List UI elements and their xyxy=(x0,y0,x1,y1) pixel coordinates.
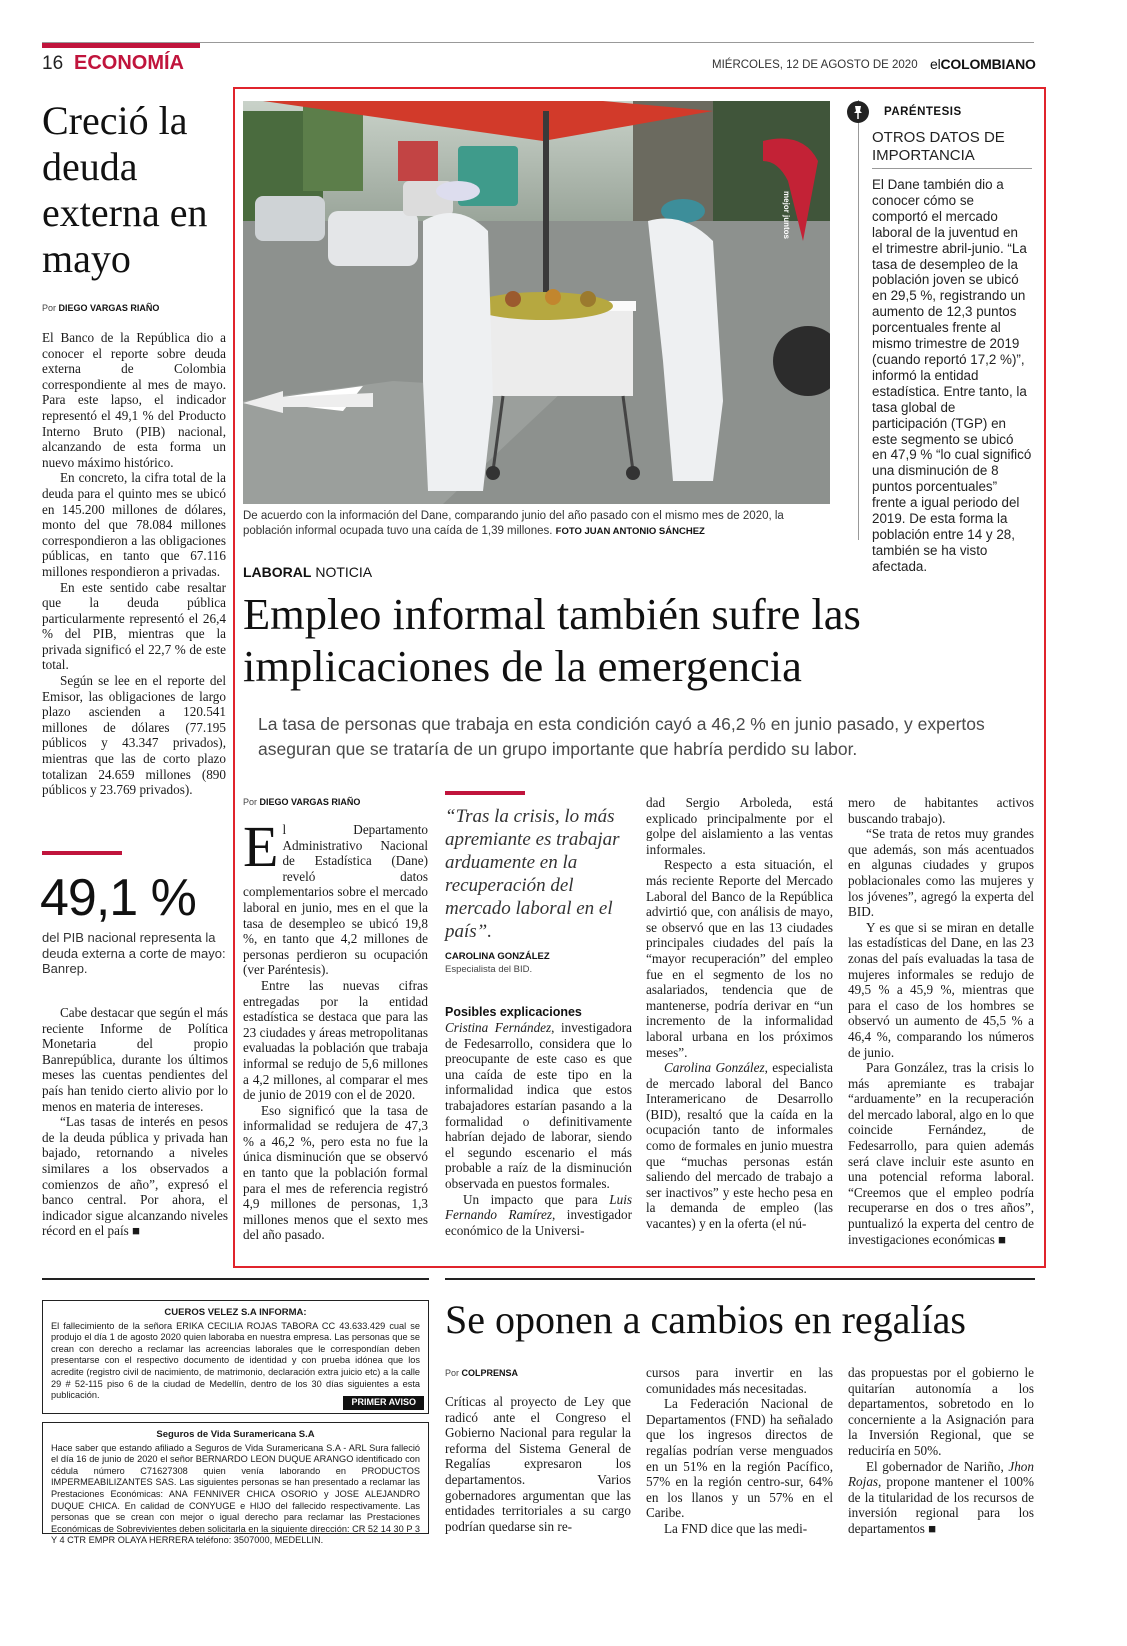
paragraph: Críticas al proyecto de Ley que radicó ante el Congreso el Gobierno Nacional para regular la reforma del Sistema General de Regalías expresaron los departamentos. Varios gobernadores argumentan que las entidades territoriales a su cargo podrían quedarse sin re- xyxy=(445,1394,631,1534)
page-number: 16 xyxy=(42,53,64,74)
notice-text: El fallecimiento de la señora ERIKA CECILIA ROJAS TABORA CC 43.633.429 cual se produjo el día 1 de agosto 2020 quien laboraba en nuestra empresa. Las personas que se crean con derecho a reclamar las acreencias laborales que le correspondían deben presentarse con el respectivo documento de identidad y con prueba idónea que los acredite (registro civil de nacimiento, de matrimonio, declaración extra juicio etc) a la calle 29 # 52-115 piso 6 de la ciudad de Medellín, dentro de los 30 días siguientes a esta publicación. xyxy=(51,1320,420,1401)
section-accent-bar xyxy=(42,43,200,48)
paragraph-text: , especialista de mercado laboral del Banco Interamericano de Desarrollo (BID), resaltó que la caída en la ocupación tanto de informales como de formales en junio muestra que “muchas personas están saliendo del mercado de trabajo a ser inactivos” y este hecho pesa en la demanda de empleo (las vacantes) y en la oferta (el nú- xyxy=(646,1060,833,1232)
paragraph-text: , investigador económico de la Universi- xyxy=(445,1207,632,1238)
notice-badge: PRIMER AVISO xyxy=(343,1396,424,1410)
dropcap: E xyxy=(243,814,279,879)
legal-notice-cueros-velez xyxy=(42,1300,429,1414)
left-article-byline xyxy=(42,303,159,313)
parentesis-title-rule xyxy=(872,168,1032,169)
photo-caption xyxy=(243,509,833,539)
pull-quote: “Tras la crisis, lo más apremiante es trabajar arduamente en la recuperación del mercado laboral en el país”. xyxy=(445,806,620,942)
main-column-4 xyxy=(848,795,1034,1247)
main-deck: La tasa de personas que trabaja en esta condición cayó a 46,2 % en junio pasado, y expertos aseguran que se trataría de un grupo importante que habría perdido su labor. xyxy=(258,714,985,759)
main-column-3 xyxy=(646,795,833,1232)
quote-attribution-name: CAROLINA GONZÁLEZ xyxy=(445,951,550,962)
paragraph: Entre las nuevas cifras entregadas por la entidad estadística se destaca que para las 23 ciudades y áreas metropolitanas evaluadas la población que trabaja informal se redujo de 5,6 millones a 4,2 millones, al comparar el mes de junio de 2019 con el de 2020. xyxy=(243,977,428,1103)
paragraph: Según se lee en el reporte del Emisor, las obligaciones de largo plazo ascienden a 120.541 millones de dólares (77.195 públicos y 43.347 privados), mientras que las de corto plazo totalizan 24.659 millones (890 públicos y 23.769 privados). xyxy=(42,673,226,798)
left-article-title: Creció la deuda externa en mayo xyxy=(42,98,208,281)
bottom-left-rule xyxy=(42,1278,429,1280)
paragraph: Eso significó que la tasa de informalidad se redujera de 47,3 % a 46,2 %, pero esta no fue la única disminución que se observó en tanto que la población formal para el mes de referencia registró 4,9 millones de personas, 1,3 millones menos que el sexto mes del año pasado. xyxy=(243,1102,428,1243)
paragraph: “Se trata de retos muy grandes que además, son más acentuados en algunas ciudades y grupos poblacionales como las mujeres y los jóvenes”, agregó la experta del BID. xyxy=(848,826,1034,920)
paragraph: La Federación Nacional de Departamentos (FND) ha señalado que los ingresos directos de regalías podrían verse menguados en un 51% en la región Pacífico, 57% en la región centro-sur, 64% en los llanos y un 57% en el Caribe. xyxy=(646,1396,833,1521)
paragraph: La FND dice que las medi- xyxy=(664,1520,808,1536)
paragraph-text: , investigadora de Fedesarrollo, considera que lo preocupante de este caso es que una caída de este tipo en la informalidad indica que estos trabajadores estarían pasando a la formalidad o definitivamente habrían dejado de laborar, siendo el segundo escenario el más probable a raíz de la disminución observada en puestos formales. xyxy=(445,1020,633,1191)
byline-prefix: Por xyxy=(243,797,258,807)
photo-credit: FOTO JUAN ANTONIO SÁNCHEZ xyxy=(555,525,705,537)
newspaper-name xyxy=(930,56,1036,72)
notice-text: Hace saber que estando afiliado a Seguros de Vida Suramericana S.A - ARL Sura falleció el día 16 de junio de 2020 el señor BERNARDO LEON DUQUE ARANGO identificado con cédula número C71627308 quien venía laborando en PRODUCTOS IMPERMEABILIZANTES SAS. Las siguientes personas se han presentado a reclamar las Prestaciones Económicas: ANA FENNIVER CHICA OSORIO y JOSE ALEJANDRO DUQUE CHICA. En calidad de CONYUGE e HIJO del fallecido respectivamente. Las personas que se crean con mejor o igual derecho para reclamar las Prestaciones Económicas de Sobrevivientes deben solicitarla en la siguiente dirección: CR 52 14 30 P 3 Y 4 CTR EMPR OLAYA HERRERA teléfono: 3507000, MEDELLIN. xyxy=(51,1442,420,1546)
byline-prefix: Por xyxy=(445,1368,460,1378)
parentesis-text: El Dane también dio a conocer cómo se comportó el mercado laboral de la juventud en el trimestre abril-junio. “La tasa de desempleo de la población joven se ubicó en 29,5 %, registrando un aumento de 12,3 puntos porcentuales frente al mismo trimestre de 2019 (cuando reportó 17,2 %)”, informó la entidad estadística. Entre tanto, la tasa global de participación (TGP) en este segmento se ubicó en 47,9 % “lo cual significó una disminución de 8 puntos porcentuales” frente a igual periodo del 2019. De esta forma la población entre 14 y 28, también se ha visto afectada. xyxy=(872,177,1032,574)
source-name: Jhon Rojas xyxy=(848,1458,1034,1490)
paragraph: dad Sergio Arboleda, está explicado principalmente por el golpe del aislamiento a las ventas informales. xyxy=(646,795,833,857)
paragraph: En concreto, la cifra total de la deuda para el quinto mes se ubicó en 145.200 millones de dólares, monto del que 78.084 millones correspondieron a las obligaciones públicas, en tanto que 67.116 millones respondieron a privadas. xyxy=(42,470,226,579)
caption-text: De acuerdo con la información del Dane, comparando junio del año pasado con el mismo mes de 2020, la población informal ocupada tuvo una caída de 1,39 millones. xyxy=(243,510,784,537)
photo-sign-text: mejor juntos xyxy=(782,191,791,240)
main-column-1 xyxy=(243,814,428,1243)
bottom-byline xyxy=(445,1368,518,1378)
paragraph: mero de habitantes activos buscando trabajo). xyxy=(848,795,1034,826)
stat-caption: del PIB nacional representa la deuda externa a corte de mayo: Banrep. xyxy=(42,930,226,976)
paragraph-text: Un impacto que para xyxy=(463,1191,610,1207)
parentesis-label: PARÉNTESIS xyxy=(884,106,962,118)
paragraph: Cabe destacar que según el más reciente Informe de Política Monetaria del propio Banrepública, durante los últimos meses las cuentas pendientes del país han tenido cierto alivio por lo menos en materia de intereses. xyxy=(42,1005,228,1114)
main-headline: Empleo informal también sufre las implicaciones de la emergencia xyxy=(243,589,861,691)
source-name: Luis Fernando Ramírez xyxy=(445,1191,632,1223)
quote-accent-bar xyxy=(445,791,525,795)
parentesis-divider xyxy=(858,100,859,540)
bottom-headline: Se oponen a cambios en regalías xyxy=(445,1297,966,1342)
stat-accent-bar xyxy=(42,851,122,855)
main-byline xyxy=(243,797,360,807)
byline-prefix: Por xyxy=(42,303,57,313)
lead-text: l Departamento Administrativo Nacional de Estadística (Dane) reveló datos complementarios sobre el mercado laboral en junio, mes en el que la tasa de desempleo se ubicó 19,8 %, en tanto que 4,2 millones de personas perdieron su ocupación (ver Paréntesis). xyxy=(243,822,428,978)
left-article-body xyxy=(42,330,226,798)
paragraph: “Las tasas de interés en pesos de la deuda pública y privada han bajado, retornando a niveles similares a los observados a comienzos de año”, expresó el banco central. Por ahora, el indicador sigue alcanzando niveles récord en el país ■ xyxy=(42,1114,228,1239)
parentesis-title: OTROS DATOS DE IMPORTANCIA xyxy=(872,129,1005,164)
paragraph: Y es que si se miran en detalle las estadísticas del Dane, en las 23 zonas del país evaluadas la tasa de mujeres informales se redujo de 49,5 % a 45,9 %, mientras que para el caso de los hombres se observó un aumento de 45,5 % a 46,4 %, comparando los números de junio. xyxy=(848,919,1034,1060)
newspaper-wordmark: COLOMBIANO xyxy=(940,56,1036,72)
paragraph: Respecto a esta situación, el más reciente Reporte del Mercado Laboral del Banco de la República advirtió que, con análisis de mayo, se observó que en las 13 ciudades principales ciudades del país la “mayor recuperación” del empleo fue en el segmento de los no asalariados, tendencia que de mantenerse, podría derivar en “un incremento de la informalidad laboral urbana en los próximos meses”. xyxy=(646,857,833,1060)
paragraph xyxy=(445,1192,632,1239)
paragraph: das propuestas por el gobierno le quitarían autonomía a los departamentos, sobretodo en lo concerniente a la Asignación para la Inversión Regional, que se reduciría en 50%. xyxy=(848,1365,1034,1458)
newspaper-prefix: el xyxy=(930,56,941,72)
section-name: ECONOMÍA xyxy=(74,52,184,74)
bottom-column-2 xyxy=(646,1365,833,1537)
paragraph xyxy=(445,1020,632,1192)
bottom-column-3 xyxy=(848,1365,1034,1537)
stat-value: 49,1 % xyxy=(40,869,196,927)
pushpin-icon xyxy=(847,101,869,123)
paragraph xyxy=(646,1060,833,1232)
paragraph xyxy=(848,1459,1034,1537)
main-photo xyxy=(243,101,830,504)
paragraph-text: , propone mantener el 100% de la titularidad de los recursos de inversión regional para los departamentos ■ xyxy=(848,1474,1034,1536)
subhead-posibles-explicaciones: Posibles explicaciones xyxy=(445,1005,582,1019)
byline-author: DIEGO VARGAS RIAÑO xyxy=(58,303,160,313)
bottom-column-1 xyxy=(445,1394,631,1534)
paragraph: Para González, tras la crisis lo más apremiante es trabajar “arduamente” en la recuperación del mercado laboral, algo en lo que coincide Fernández, de Fedesarrollo, para quien además será clave incluir este asunto en una potencial reforma laboral. “Creemos que el empleo podría recuperarse en dos o tres años”, puntualizó la experta del centro de investigaciones económicas ■ xyxy=(848,1060,1034,1247)
left-article-body-continued xyxy=(42,1005,228,1239)
paragraph-text: El gobernador de Nariño, xyxy=(866,1458,1009,1474)
notice-title: Seguros de Vida Suramericana S.A xyxy=(156,1429,315,1440)
paragraph: El Banco de la República dio a conocer el reporte sobre deuda externa de Colombia correspondiente al mes de mayo. Para este lapso, el indicador representó el 49,1 % del Producto Interno Bruto (PIB) nacional, alcanzando de esta forma un nuevo máximo histórico. xyxy=(42,330,226,470)
kicker-section: LABORAL xyxy=(243,564,312,580)
byline-author: DIEGO VARGAS RIAÑO xyxy=(259,797,361,807)
byline-author: COLPRENSA xyxy=(461,1368,519,1378)
issue-date: MIÉRCOLES, 12 DE AGOSTO DE 2020 xyxy=(712,59,918,71)
paragraph: cursos para invertir en las comunidades más necesitadas. xyxy=(646,1365,833,1396)
source-name: Cristina Fernández xyxy=(445,1020,552,1035)
street-vendors-illustration xyxy=(243,101,830,504)
notice-title: CUEROS VELEZ S.A INFORMA: xyxy=(164,1307,307,1318)
quote-attribution-role: Especialista del BID. xyxy=(445,964,533,975)
story-kicker xyxy=(243,564,372,580)
main-column-2 xyxy=(445,1020,632,1238)
legal-notice-seguros-sura xyxy=(42,1422,429,1546)
kicker-type: NOTICIA xyxy=(315,564,373,580)
paragraph: En este sentido cabe resaltar que la deuda pública particularmente representó el 26,4 % del PIB, mientras que la privada significó el 22,7 % de este total. xyxy=(42,579,226,673)
lead-paragraph xyxy=(243,814,428,978)
bottom-right-rule xyxy=(445,1278,1035,1280)
source-name: Carolina González xyxy=(664,1060,765,1076)
